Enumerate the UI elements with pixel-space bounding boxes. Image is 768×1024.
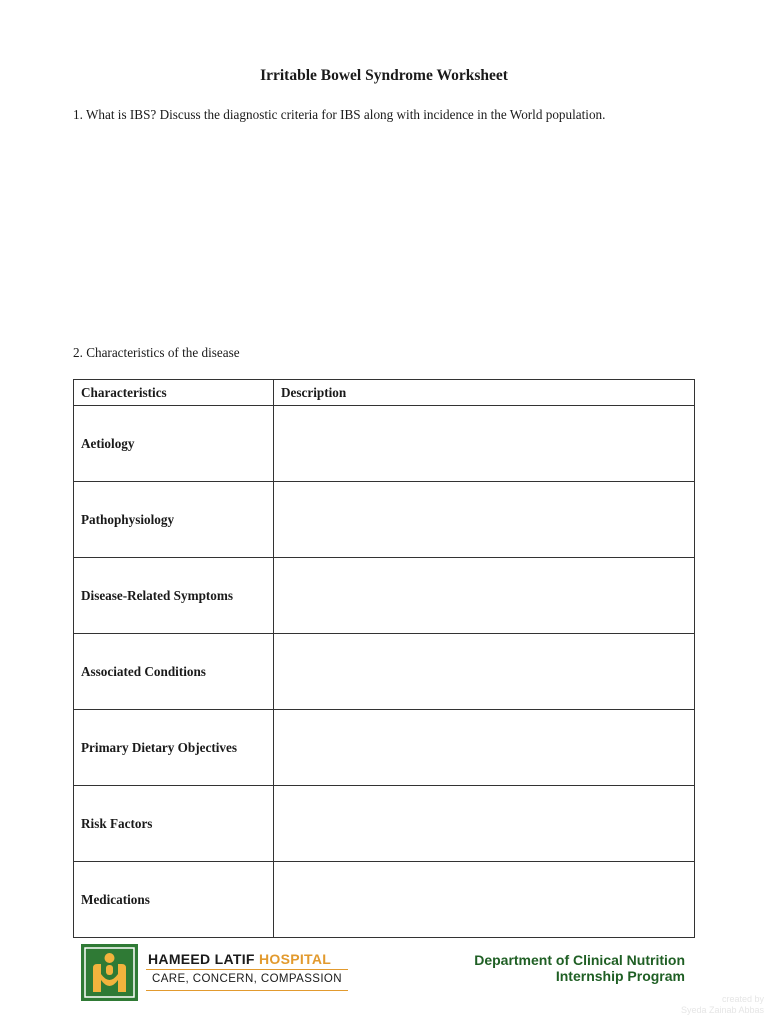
table-header-row	[74, 380, 695, 406]
characteristic-cell: Disease-Related Symptoms	[74, 558, 274, 634]
table-row	[74, 406, 695, 482]
watermark	[681, 994, 764, 1016]
description-cell[interactable]	[274, 482, 695, 558]
table-row	[74, 710, 695, 786]
watermark-line-2: Syeda Zainab Abbas	[680, 1005, 764, 1015]
hospital-logo-graphic	[81, 944, 138, 1001]
hospital-logo-icon	[81, 944, 138, 1001]
table-row	[74, 862, 695, 938]
characteristics-table	[73, 379, 695, 938]
table-row	[74, 482, 695, 558]
column-header-characteristics: Characteristics	[74, 380, 274, 406]
table-row	[74, 634, 695, 710]
description-cell[interactable]	[274, 634, 695, 710]
characteristic-cell: Medications	[74, 862, 274, 938]
hospital-tagline: CARE, CONCERN, COMPASSION	[152, 973, 342, 985]
question-1: 1. What is IBS? Discuss the diagnostic criteria for IBS along with incidence in the World population.	[73, 107, 606, 122]
description-cell[interactable]	[274, 406, 695, 482]
program-name: Internship Program	[555, 968, 685, 984]
page-title: Irritable Bowel Syndrome Worksheet	[260, 67, 508, 84]
characteristic-cell: Risk Factors	[74, 786, 274, 862]
description-cell[interactable]	[274, 786, 695, 862]
hospital-name	[148, 951, 331, 967]
description-cell[interactable]	[274, 710, 695, 786]
characteristic-cell: Aetiology	[74, 406, 274, 482]
description-cell[interactable]	[274, 558, 695, 634]
divider-line	[146, 969, 348, 970]
department-info	[474, 952, 685, 984]
characteristic-cell: Primary Dietary Objectives	[74, 710, 274, 786]
divider-line	[146, 990, 348, 991]
description-cell[interactable]	[274, 862, 695, 938]
table-row	[74, 558, 695, 634]
question-2: 2. Characteristics of the disease	[73, 345, 240, 360]
characteristic-cell: Pathophysiology	[74, 482, 274, 558]
column-header-description: Description	[274, 380, 695, 406]
hospital-name-part2: HOSPITAL	[258, 951, 332, 967]
table-row	[74, 786, 695, 862]
watermark-line-1: created by	[721, 994, 764, 1004]
characteristic-cell: Associated Conditions	[74, 634, 274, 710]
department-name: Department of Clinical Nutrition	[474, 952, 685, 968]
hospital-name-part1: HAMEED LATIF	[148, 951, 259, 967]
